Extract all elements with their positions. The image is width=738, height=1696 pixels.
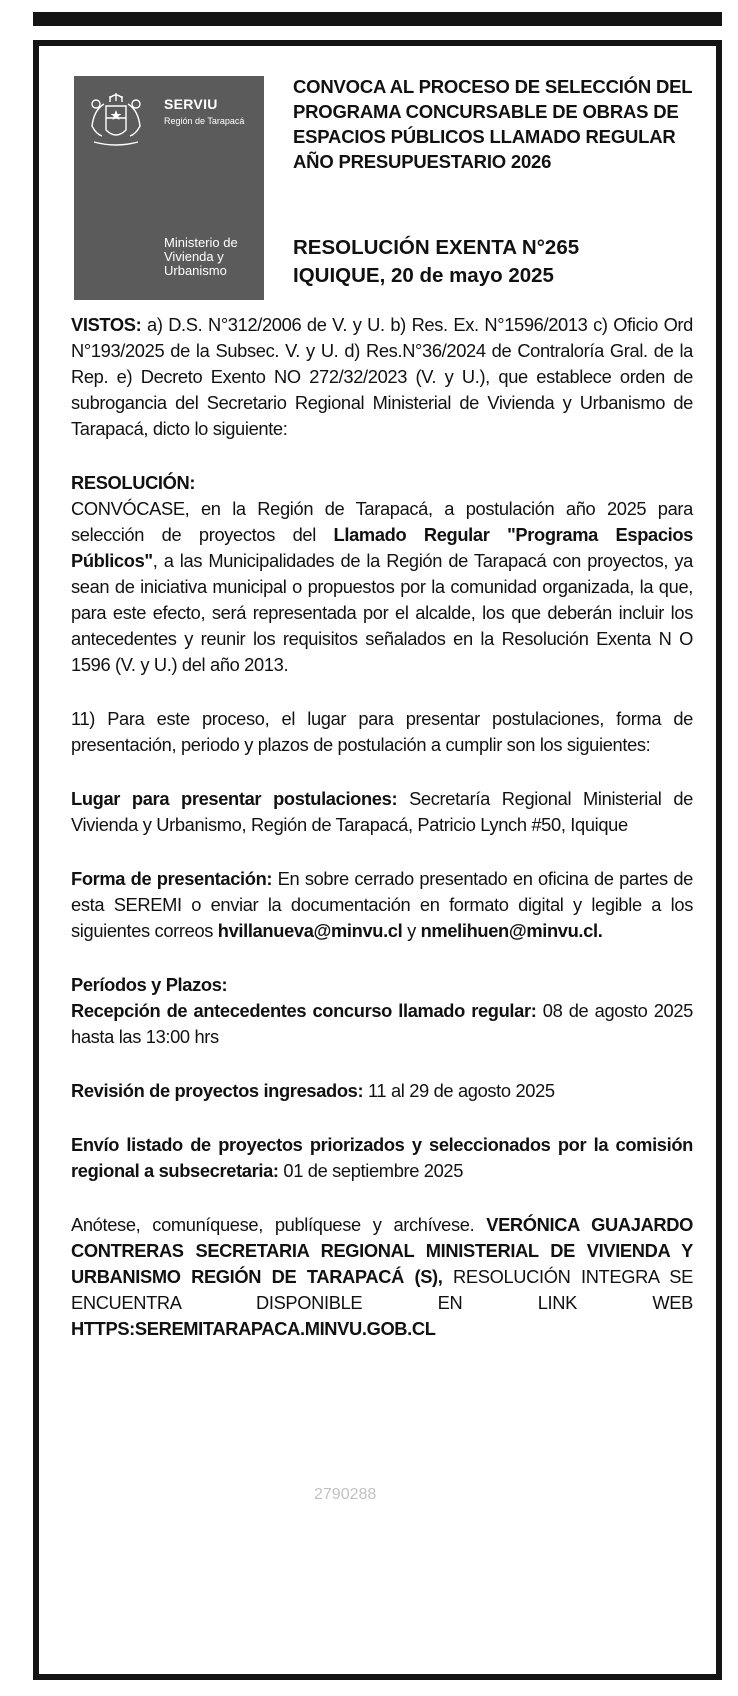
email-connector: y [402, 920, 421, 941]
closing-text: Anótese, comuníquese, publíquese y archívese. [71, 1214, 487, 1235]
vistos-label: VISTOS: [71, 314, 142, 335]
watermark-code: 2790288 [314, 1486, 377, 1503]
logo-region: Región de Tarapacá [164, 116, 245, 126]
revision-label: Revisión de proyectos ingresados: [71, 1080, 364, 1101]
forma-text: En sobre cerrado presentado en oficina de partes de esta SEREMI o enviar la documentación en formato digital y legible a los siguientes correos [71, 868, 693, 941]
forma-paragraph [71, 866, 693, 944]
program-name: Llamado Regular "Programa Espacios Públicos" [71, 524, 694, 571]
resolucion-label: RESOLUCIÓN: [71, 472, 196, 493]
lugar-paragraph [71, 786, 693, 838]
vistos-text: a) D.S. N°312/2006 de V. y U. b) Res. Ex. N°1596/2013 c) Oficio Ord N°193/2025 de la Subsec. V. y U. d) Res.N°36/2024 de Contraloría Gral. de la Rep. e) Decreto Exento NO 272/32/2023 (V. y U.), que establece orden de subrogancia del Secretario Regional Ministerial de Vivienda y Urbanismo de Tarapacá, dicto lo siguiente: [71, 314, 693, 439]
logo-ministry: Ministerio de Vivienda y Urbanismo [164, 235, 238, 278]
forma-label: Forma de presentación: [71, 868, 273, 889]
notice-body [71, 312, 693, 1342]
lugar-label: Lugar para presentar postulaciones: [71, 788, 398, 809]
serviu-logo [74, 76, 264, 300]
top-rule [33, 12, 722, 26]
resolution-date: IQUIQUE, 20 de mayo 2025 [293, 264, 554, 287]
email-2: nmelihuen@minvu.cl. [420, 920, 603, 941]
logo-org-name: SERVIU [164, 96, 218, 112]
coat-of-arms-icon [80, 90, 152, 156]
recepcion-label: Recepción de antecedentes concurso llamado regular: [71, 1000, 537, 1021]
periodos-label: Períodos y Plazos: [71, 974, 228, 995]
process-paragraph: 11) Para este proceso, el lugar para presentar postulaciones, forma de presentación, periodo y plazos de postulación a cumplir son los siguientes: [71, 708, 693, 755]
periodos-paragraph [71, 972, 693, 1050]
availability-text: RESOLUCIÓN INTEGRA SE ENCUENTRA DISPONIBLE EN LINK WEB [71, 1266, 693, 1313]
resolucion-text-a: CONVÓCASE, en la Región de Tarapacá, a postulación año 2025 para selección de proyectos del [71, 498, 693, 545]
lugar-text: Secretaría Regional Ministerial de Vivienda y Urbanismo, Región de Tarapacá, Patricio Lynch #50, Iquique [71, 788, 693, 835]
signatory: VERÓNICA GUAJARDO CONTRERAS SECRETARIA REGIONAL MINISTERIAL DE VIVIENDA Y URBANISMO REGIÓN DE TARAPACÁ (S), [71, 1214, 693, 1287]
recepcion-text: 08 de agosto 2025 hasta las 13:00 hrs [71, 1000, 693, 1047]
web-url: HTTPS:SEREMITARAPACA.MINVU.GOB.CL [71, 1318, 436, 1339]
notice-frame [33, 40, 722, 1680]
vistos-paragraph [71, 312, 693, 442]
notice-title: CONVOCA AL PROCESO DE SELECCIÓN DEL PROGRAMA CONCURSABLE DE OBRAS DE ESPACIOS PÚBLICOS LLAMADO REGULAR AÑO PRESUPUESTARIO 2026 [293, 76, 693, 172]
envio-paragraph [71, 1132, 693, 1184]
closing-paragraph [71, 1212, 693, 1342]
resolucion-paragraph [71, 470, 693, 678]
resolucion-text-b: , a las Municipalidades de la Región de Tarapacá con proyectos, ya sean de iniciativa municipal o propuestos por la comunidad organizada, la que, para este efecto, será representada por el alcalde, los que deberán incluir los antecedentes y reunir los requisitos señalados en la Resolución Exenta N O 1596 (V. y U.) del año 2013. [71, 550, 693, 675]
revision-text: 11 al 29 de agosto 2025 [363, 1080, 555, 1101]
envio-label: Envío listado de proyectos priorizados y seleccionados por la comisión regional a subsecretaria: [71, 1134, 693, 1181]
email-1: hvillanueva@minvu.cl [217, 920, 403, 941]
resolution-number: RESOLUCIÓN EXENTA N°265 [293, 236, 580, 259]
envio-text: 01 de septiembre 2025 [278, 1160, 464, 1181]
revision-paragraph [71, 1078, 693, 1104]
